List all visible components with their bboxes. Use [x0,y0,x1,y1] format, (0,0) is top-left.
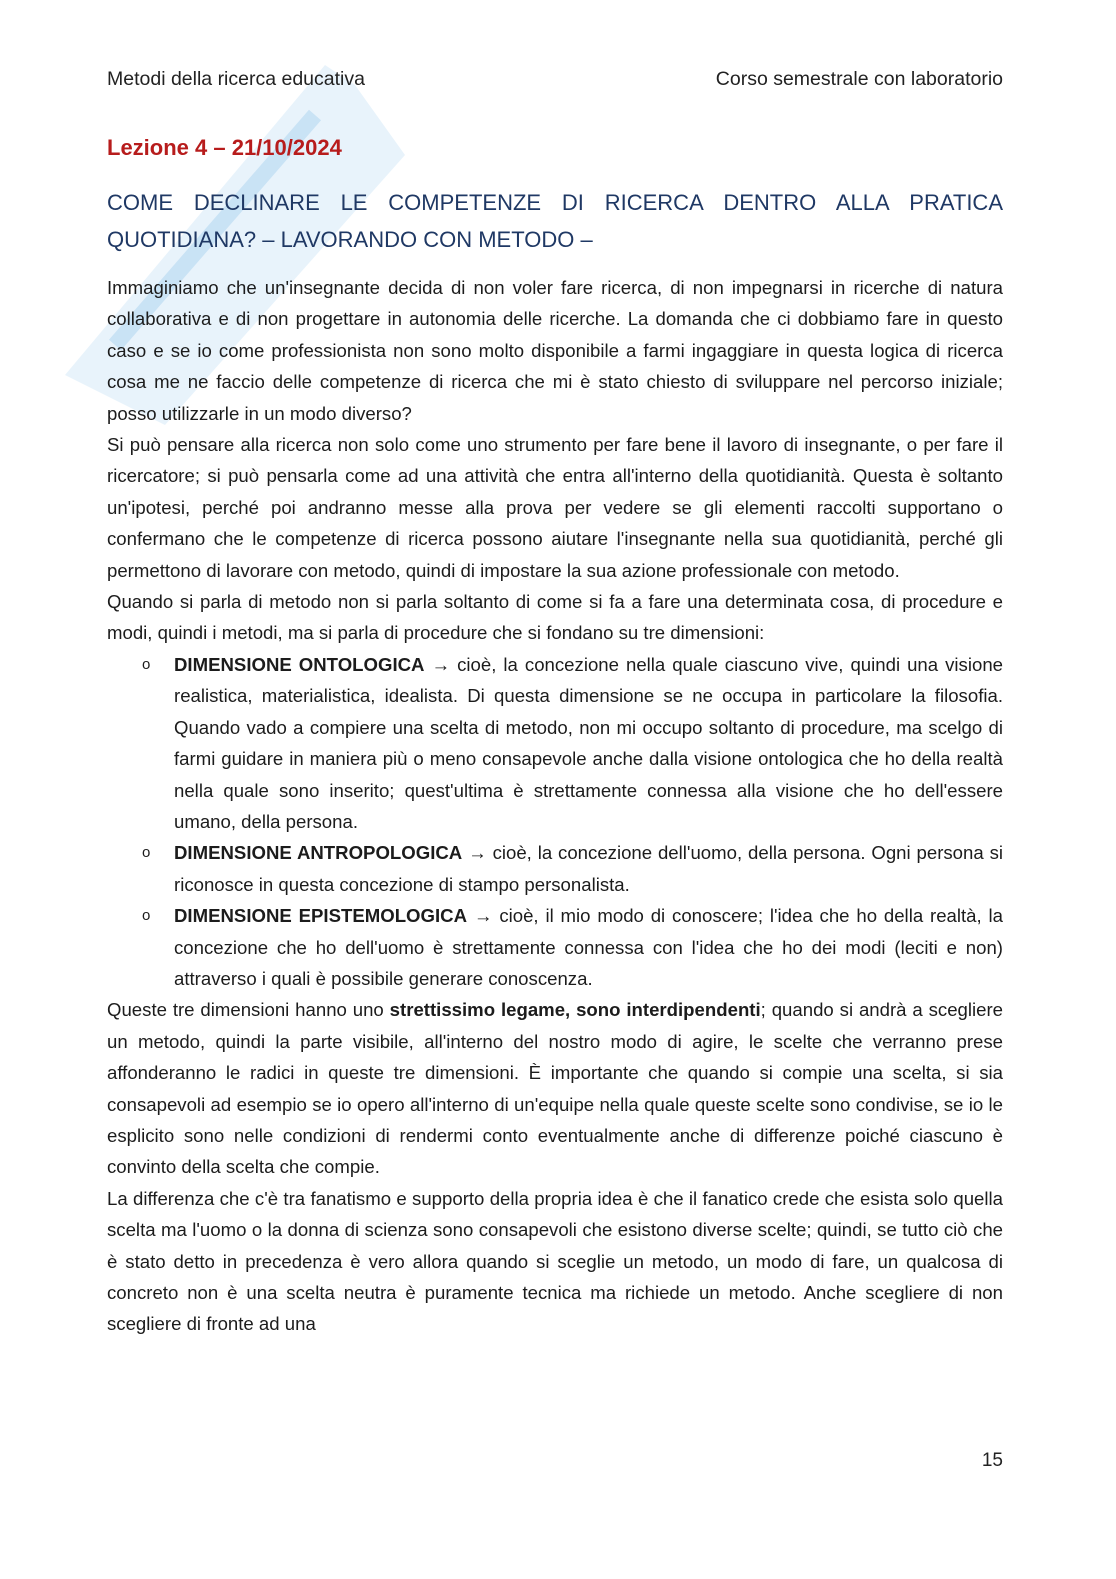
bullet-icon: o [142,655,151,673]
lesson-title: Lezione 4 – 21/10/2024 [107,135,342,160]
paragraph-text: ; quando si andrà a scegliere un metodo, quindi la parte visibile, all'interno del nostro modo di agire, le scelte che verranno prese affonderanno le radici in queste tre dimensioni. È importante che quando si compie una scelta, si sia consapevoli ad esempio se io opero all'interno di un'equipe nella quale queste scelte sono condivise, se io le esplicito sono nelle condizioni di rendermi conto eventualmente anche di differenze poiché ciascuno è convinto della scelta che compie. [107,999,1004,1178]
arrow-right-icon: → [473,905,493,927]
page-number: 15 [981,1450,1003,1471]
dimensions-list [107,649,1003,994]
paragraph-method: Quando si parla di metodo non si parla soltanto di come si fa a fare una determinata cosa, di procedure e modi, quindi i metodi, ma si parla di procedure che si fondano su tre dimensioni: [107,591,1003,644]
header-course-type: Corso semestrale con laboratorio [715,68,1003,90]
dimension-description: cioè, il mio modo di conoscere; l'idea che ho della realtà, la concezione che ho dell'uomo è strettamente connessa con l'idea che ho dei modi (leciti e non) attraverso i quali è possibile generare conoscenza. [174,905,1004,989]
paragraph-research-daily: Si può pensare alla ricerca non solo come uno strumento per fare bene il lavoro di insegnante, o per fare il ricercatore; si può pensarla come ad una attività che entra all'interno della quotidianità. Questa è soltanto un'ipotesi, perché poi andranno messe alla prova per vedere se gli elementi raccolti supportano o confermano che le competenze di ricerca possono aiutare l'insegnante nella sua quotidianità, perché gli permettono di lavorare con metodo, quindi di impostare la sua azione professionale con metodo. [107,434,1003,581]
paragraph-text: Queste tre dimensioni hanno uno [107,999,384,1021]
dimension-description: cioè, la concezione dell'uomo, della persona. Ogni persona si riconosce in questa concezione di stampo personalista. [174,842,1004,895]
dimension-term: DIMENSIONE ANTROPOLOGICA [174,842,463,864]
dimension-description: cioè, la concezione nella quale ciascuno vive, quindi una visione realistica, materialistica, idealista. Di questa dimensione se ne occupa in particolare la filosofia. Quando vado a compiere una scelta di metodo, non mi occupo soltanto di procedure, ma scelgo di farmi guidare in maniera più o meno consapevole anche dalla visione ontologica che ho della realtà nella quale sono inserito; quest'ultima è strettamente connessa alla visione che ho dell'essere umano, della persona. [174,653,1004,832]
arrow-right-icon: → [468,842,487,864]
paragraph-intro: Immaginiamo che un'insegnante decida di non voler fare ricerca, di non impegnarsi in ricerche di natura collaborativa e di non progettare in autonomia delle ricerche. La domanda che ci dobbiamo fare in questo caso e se io come professionista non sono molto disponibile a farmi ingaggiare in questa logica di ricerca cosa me ne faccio delle competenze di ricerca che mi è stato chiesto di sviluppare nel percorso iniziale; posso utilizzarle in un modo diverso? [107,277,1003,424]
body-text [107,272,1003,1340]
paragraph-fanaticism: La differenza che c'è tra fanatismo e supporto della propria idea è che il fanatico crede che esista solo quella scelta ma l'uomo o la donna di scienza sono consapevoli che esistono diverse scelte; quindi, se tutto ciò che è stato detto in precedenza è vero allora quando si sceglie un metodo, un modo di fare, un qualcosa di concreto non è una scelta neutra è puramente tecnica ma richiede un metodo. Anche scegliere di non scegliere di fronte ad una [107,1187,1003,1335]
header-course-name: Metodi della ricerca educativa [107,68,365,90]
paragraph-interdependence [107,994,1003,1182]
list-item-epistemological [107,900,1003,994]
bullet-icon: o [142,844,151,862]
list-item-anthropological [107,837,1003,900]
emphasis-text: strettissimo legame, sono interdipendenti [389,999,761,1021]
dimension-term: DIMENSIONE ONTOLOGICA [174,653,425,675]
page-header [107,68,1003,91]
section-title: COME DECLINARE LE COMPETENZE DI RICERCA DENTRO ALLA PRATICA QUOTIDIANA? – LAVORANDO CON METODO – [107,190,1003,252]
dimension-term: DIMENSIONE EPISTEMOLOGICA [174,905,468,927]
bullet-icon: o [142,907,151,925]
list-item-ontological [107,649,1003,837]
arrow-right-icon: → [431,653,451,675]
